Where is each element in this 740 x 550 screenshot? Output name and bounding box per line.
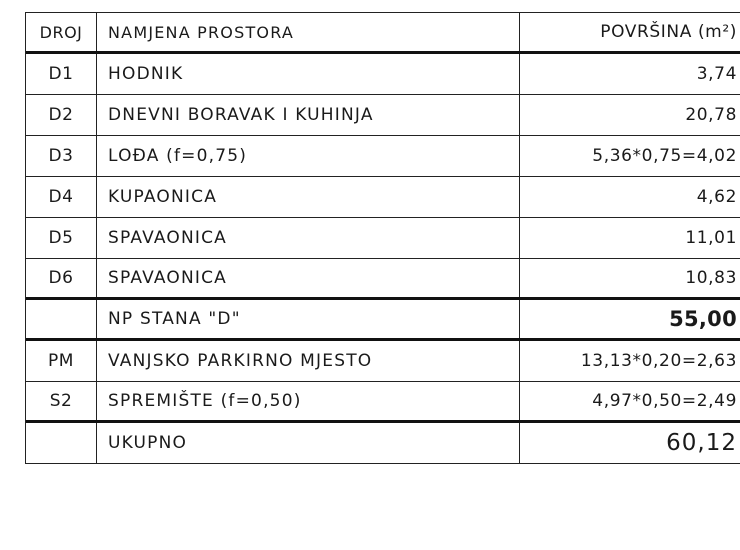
room-code: PM: [26, 341, 97, 381]
header-area: POVRŠINA (m²): [600, 22, 737, 42]
room-area: 4,62: [696, 187, 737, 207]
table-row: [26, 218, 740, 259]
room-code: D6: [26, 259, 97, 297]
total-row: [26, 423, 740, 464]
table-header-row: [26, 13, 740, 54]
room-name: KUPAONICA: [97, 177, 520, 217]
total-code: [26, 423, 97, 463]
subtotal-value: 55,00: [669, 307, 737, 331]
room-name: LOĐA (f=0,75): [97, 136, 520, 176]
room-area: 3,74: [696, 64, 737, 84]
subtotal-code: [26, 300, 97, 338]
header-code: DROJ: [26, 13, 97, 51]
subtotal-row: [26, 300, 740, 341]
room-name: DNEVNI BORAVAK I KUHINJA: [97, 95, 520, 135]
room-name: SPAVAONICA: [97, 259, 520, 297]
room-code: D1: [26, 54, 97, 94]
room-name: VANJSKO PARKIRNO MJESTO: [97, 341, 520, 381]
room-area: 20,78: [685, 105, 737, 125]
table-row: [26, 95, 740, 136]
room-area: 11,01: [685, 228, 737, 248]
header-name: NAMJENA PROSTORA: [97, 13, 520, 51]
total-value: 60,12: [666, 430, 737, 456]
table-row: [26, 382, 740, 423]
room-name: SPAVAONICA: [97, 218, 520, 258]
table-row: [26, 136, 740, 177]
room-area: 5,36*0,75=4,02: [592, 146, 737, 166]
room-name: HODNIK: [97, 54, 520, 94]
table-row: [26, 341, 740, 382]
room-area: 10,83: [685, 268, 737, 288]
room-code: S2: [26, 382, 97, 420]
room-code: D2: [26, 95, 97, 135]
area-table: [25, 12, 740, 464]
room-code: D4: [26, 177, 97, 217]
subtotal-label: NP STANA "D": [97, 300, 520, 338]
room-code: D5: [26, 218, 97, 258]
room-area: 4,97*0,50=2,49: [592, 391, 737, 411]
room-code: D3: [26, 136, 97, 176]
table-row: [26, 54, 740, 95]
room-area: 13,13*0,20=2,63: [580, 351, 737, 371]
table-row: [26, 177, 740, 218]
total-label: UKUPNO: [97, 423, 520, 463]
room-name: SPREMIŠTE (f=0,50): [97, 382, 520, 420]
table-row: [26, 259, 740, 300]
